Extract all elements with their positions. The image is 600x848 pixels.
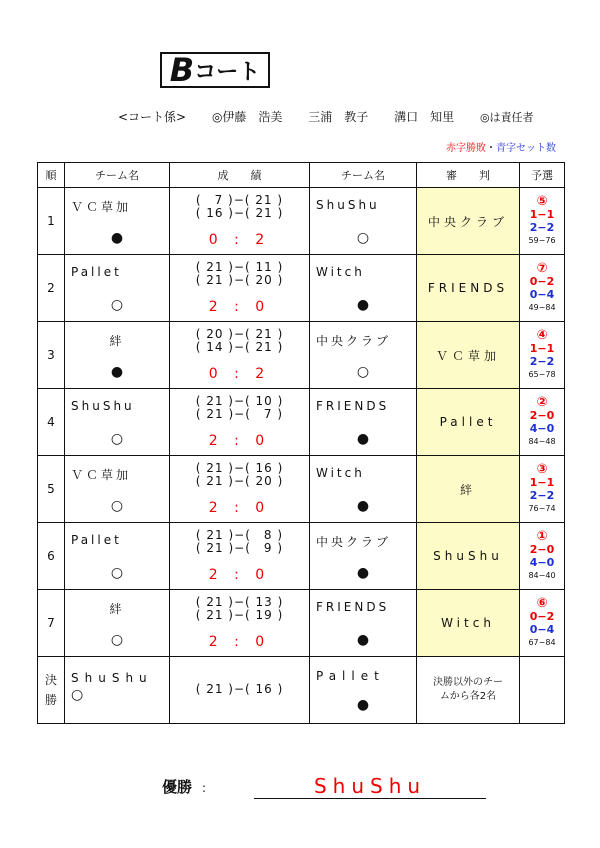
header-team2: チーム名 bbox=[310, 163, 417, 188]
final-game1: ( 21 )−( 16 ) bbox=[195, 682, 284, 696]
game1-score: ( 21 )−( 13 ) bbox=[195, 595, 284, 609]
final-score-cell bbox=[170, 657, 310, 724]
team2-name: 中央クラブ bbox=[316, 535, 392, 549]
prelim-points: 76−74 bbox=[528, 504, 556, 513]
game2-score: ( 16 )−( 21 ) bbox=[195, 206, 284, 220]
team2-cell bbox=[310, 255, 417, 322]
match-row bbox=[38, 322, 565, 389]
table-header bbox=[38, 163, 565, 188]
score-cell bbox=[170, 188, 310, 255]
game1-score: ( 21 )−( 8 ) bbox=[195, 528, 284, 542]
prelim-points: 84−48 bbox=[528, 437, 556, 446]
referee-name: FRIENDS bbox=[427, 281, 509, 295]
match-result: 2 : 0 bbox=[208, 433, 271, 449]
match-result: 2 : 0 bbox=[208, 299, 271, 315]
team1-mark: ○ bbox=[110, 297, 124, 313]
team1-name: 絆 bbox=[109, 334, 125, 348]
team2-name: FRIENDS bbox=[316, 399, 390, 413]
final-team1: ShuShu bbox=[71, 671, 153, 685]
prelim-cell bbox=[520, 188, 565, 255]
prelim-win-loss: 1−1 bbox=[529, 208, 555, 221]
game2-score: ( 21 )−( 20 ) bbox=[195, 474, 284, 488]
final-team2-cell bbox=[310, 657, 417, 724]
final-row bbox=[38, 657, 565, 724]
prelim-sets: 4−0 bbox=[529, 422, 555, 435]
team2-mark: ○ bbox=[356, 230, 370, 246]
game1-score: ( 7 )−( 21 ) bbox=[195, 193, 284, 207]
match-table bbox=[37, 162, 565, 724]
team1-name: Pallet bbox=[71, 265, 122, 279]
team1-mark: ○ bbox=[110, 431, 124, 447]
logo-letter: B bbox=[169, 51, 194, 89]
prelim-sets: 0−4 bbox=[529, 288, 555, 301]
prelim-points: 67−84 bbox=[528, 638, 556, 647]
header-referee: 審 判 bbox=[417, 163, 520, 188]
final-no bbox=[38, 657, 65, 724]
prelim-sets: 2−2 bbox=[529, 489, 555, 502]
prelim-rank: ③ bbox=[536, 462, 548, 477]
match-no-text: 3 bbox=[47, 348, 55, 362]
team2-cell bbox=[310, 523, 417, 590]
team2-mark: ○ bbox=[356, 364, 370, 380]
prelim-win-loss: 0−2 bbox=[529, 275, 555, 288]
prelim-rank: ⑤ bbox=[536, 194, 548, 209]
prelim-sets: 0−4 bbox=[529, 623, 555, 636]
team1-mark: ○ bbox=[110, 632, 124, 648]
referee-cell bbox=[417, 456, 520, 523]
prelim-win-loss: 1−1 bbox=[529, 342, 555, 355]
team1-cell bbox=[65, 456, 170, 523]
team2-cell bbox=[310, 188, 417, 255]
score-cell bbox=[170, 322, 310, 389]
prelim-cell bbox=[520, 456, 565, 523]
header-score: 成 績 bbox=[170, 163, 310, 188]
prelim-cell bbox=[520, 523, 565, 590]
prelim-sets: 4−0 bbox=[529, 556, 555, 569]
prelim-cell bbox=[520, 255, 565, 322]
team1-cell bbox=[65, 188, 170, 255]
match-no-text: 6 bbox=[47, 549, 55, 563]
prelim-points: 59−76 bbox=[528, 236, 556, 245]
match-row bbox=[38, 188, 565, 255]
score-cell bbox=[170, 590, 310, 657]
team2-mark: ● bbox=[356, 565, 370, 581]
match-no bbox=[38, 188, 65, 255]
match-result: 2 : 0 bbox=[208, 567, 271, 583]
prelim-points: 84−40 bbox=[528, 571, 556, 580]
header-team1: チーム名 bbox=[65, 163, 170, 188]
match-row bbox=[38, 523, 565, 590]
final-no-label: 決勝 bbox=[45, 673, 58, 707]
staff-3: 溝口 知里 bbox=[394, 110, 455, 124]
prelim-cell bbox=[520, 590, 565, 657]
referee-name: Pallet bbox=[439, 415, 497, 429]
team2-name: Witch bbox=[316, 466, 365, 480]
match-no-text: 2 bbox=[47, 281, 55, 295]
match-row bbox=[38, 255, 565, 322]
team1-mark: ● bbox=[110, 230, 124, 246]
final-team2: Pallet bbox=[316, 669, 385, 683]
match-result: 2 : 0 bbox=[208, 500, 271, 516]
match-row bbox=[38, 590, 565, 657]
team2-name: FRIENDS bbox=[316, 600, 390, 614]
referee-name: 中央クラブ bbox=[427, 214, 508, 229]
referee-cell bbox=[417, 523, 520, 590]
team2-mark: ● bbox=[356, 632, 370, 648]
team2-mark: ● bbox=[356, 431, 370, 447]
prelim-win-loss: 2−0 bbox=[529, 409, 555, 422]
referee-name: ShuShu bbox=[433, 549, 503, 563]
prelim-rank: ① bbox=[536, 529, 548, 544]
team2-name: ShuShu bbox=[316, 198, 380, 212]
staff-label: <コート係> bbox=[118, 110, 187, 124]
final-prelim-empty bbox=[520, 657, 565, 724]
header-no: 順 bbox=[38, 163, 65, 188]
match-no bbox=[38, 322, 65, 389]
staff-2: 三浦 教子 bbox=[308, 110, 369, 124]
game1-score: ( 21 )−( 10 ) bbox=[195, 394, 284, 408]
referee-name: 絆 bbox=[459, 482, 476, 497]
team2-name: Witch bbox=[316, 265, 365, 279]
staff-note: ◎は責任者 bbox=[479, 111, 534, 124]
match-no-text: 7 bbox=[47, 616, 55, 630]
game2-score: ( 21 )−( 19 ) bbox=[195, 608, 284, 622]
game2-score: ( 21 )−( 7 ) bbox=[195, 407, 284, 421]
referee-cell bbox=[417, 255, 520, 322]
prelim-cell bbox=[520, 322, 565, 389]
team1-cell bbox=[65, 389, 170, 456]
referee-cell bbox=[417, 322, 520, 389]
final-mark2: ● bbox=[356, 697, 370, 713]
legend-red: 赤字勝敗 bbox=[446, 143, 486, 154]
final-referee-note-text: 決勝以外のチームから各2名 bbox=[433, 677, 503, 702]
score-cell bbox=[170, 255, 310, 322]
team1-name: 絆 bbox=[109, 602, 125, 616]
team1-cell bbox=[65, 255, 170, 322]
team1-mark: ○ bbox=[110, 498, 124, 514]
team1-cell bbox=[65, 322, 170, 389]
team2-cell bbox=[310, 389, 417, 456]
match-no-text: 4 bbox=[47, 415, 55, 429]
prelim-win-loss: 0−2 bbox=[529, 610, 555, 623]
champion-line bbox=[162, 774, 427, 798]
match-no bbox=[38, 456, 65, 523]
match-no bbox=[38, 590, 65, 657]
score-cell bbox=[170, 456, 310, 523]
court-b-logo bbox=[160, 52, 270, 88]
legend-sep: ・ bbox=[486, 143, 496, 154]
match-no bbox=[38, 389, 65, 456]
team1-name: ＶＣ草加 bbox=[71, 468, 132, 482]
match-no bbox=[38, 255, 65, 322]
match-result: 2 : 0 bbox=[208, 634, 271, 650]
team2-cell bbox=[310, 456, 417, 523]
prelim-rank: ② bbox=[536, 395, 548, 410]
game1-score: ( 21 )−( 16 ) bbox=[195, 461, 284, 475]
team1-name: ShuShu bbox=[71, 399, 135, 413]
match-result: 0 : 2 bbox=[208, 232, 271, 248]
logo-text: コート bbox=[194, 59, 261, 85]
prelim-points: 65−78 bbox=[528, 370, 556, 379]
referee-cell bbox=[417, 389, 520, 456]
staff-line bbox=[118, 108, 534, 125]
final-referee-note bbox=[417, 657, 520, 724]
team2-mark: ● bbox=[356, 498, 370, 514]
game1-score: ( 21 )−( 11 ) bbox=[195, 260, 284, 274]
referee-cell bbox=[417, 590, 520, 657]
match-row bbox=[38, 456, 565, 523]
header-prelim: 予選 bbox=[520, 163, 565, 188]
team1-name: ＶＣ草加 bbox=[71, 200, 132, 214]
match-row bbox=[38, 389, 565, 456]
referee-name: Witch bbox=[441, 616, 495, 630]
prelim-sets: 2−2 bbox=[529, 221, 555, 234]
team1-name: Pallet bbox=[71, 533, 122, 547]
team2-cell bbox=[310, 590, 417, 657]
prelim-win-loss: 1−1 bbox=[529, 476, 555, 489]
champion-name: ShuShu bbox=[254, 776, 486, 799]
champion-label: 優勝 bbox=[162, 778, 193, 796]
team1-cell bbox=[65, 590, 170, 657]
referee-cell bbox=[417, 188, 520, 255]
prelim-rank: ④ bbox=[536, 328, 548, 343]
team2-mark: ● bbox=[356, 297, 370, 313]
game2-score: ( 14 )−( 21 ) bbox=[195, 340, 284, 354]
match-no-text: 1 bbox=[47, 214, 55, 228]
prelim-cell bbox=[520, 389, 565, 456]
score-cell bbox=[170, 523, 310, 590]
final-mark1: ○ bbox=[71, 687, 84, 703]
prelim-rank: ⑥ bbox=[536, 596, 548, 611]
prelim-points: 49−84 bbox=[528, 303, 556, 312]
score-cell bbox=[170, 389, 310, 456]
champion-colon: : bbox=[202, 781, 207, 795]
staff-1: ◎伊藤 浩美 bbox=[211, 110, 283, 124]
referee-name: ＶＣ草加 bbox=[435, 348, 500, 363]
team1-cell bbox=[65, 523, 170, 590]
match-no-text: 5 bbox=[47, 482, 55, 496]
team1-mark: ○ bbox=[110, 565, 124, 581]
match-result: 0 : 2 bbox=[208, 366, 271, 382]
prelim-win-loss: 2−0 bbox=[529, 543, 555, 556]
game2-score: ( 21 )−( 20 ) bbox=[195, 273, 284, 287]
match-no bbox=[38, 523, 65, 590]
prelim-sets: 2−2 bbox=[529, 355, 555, 368]
prelim-rank: ⑦ bbox=[536, 261, 548, 276]
team2-cell bbox=[310, 322, 417, 389]
game2-score: ( 21 )−( 9 ) bbox=[195, 541, 284, 555]
legend-blue: 青字セット数 bbox=[496, 143, 556, 154]
game1-score: ( 20 )−( 21 ) bbox=[195, 327, 284, 341]
team2-name: 中央クラブ bbox=[316, 334, 392, 348]
team1-mark: ● bbox=[110, 364, 124, 380]
color-legend bbox=[446, 139, 556, 154]
final-team1-cell bbox=[65, 657, 170, 724]
